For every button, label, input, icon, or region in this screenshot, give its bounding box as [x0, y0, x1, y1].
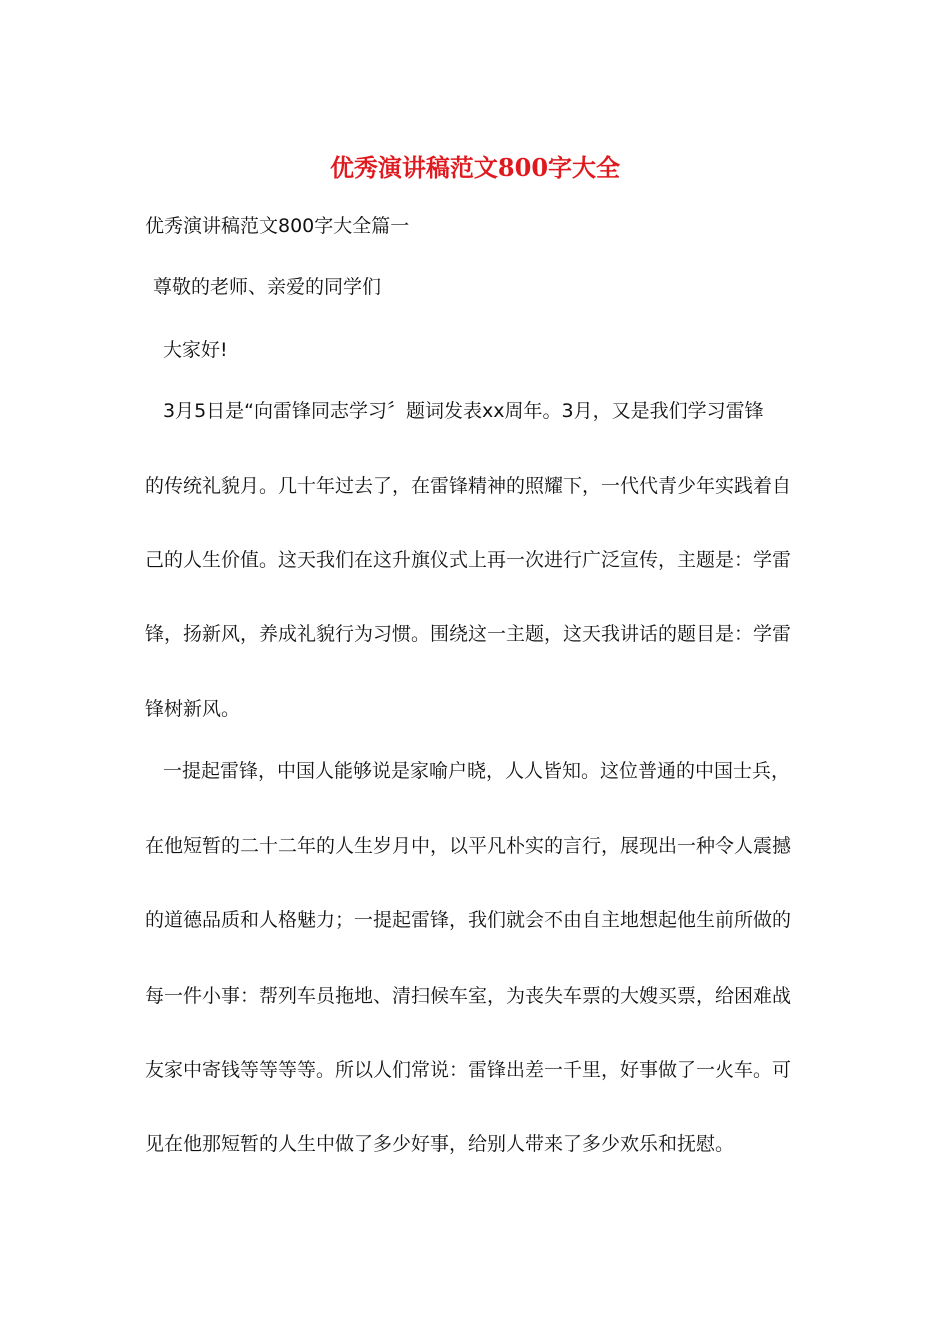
- paragraph2-line: 的道德品质和人格魅力；一提起雷锋，我们就会不由自主地想起他生前所做的: [145, 909, 792, 931]
- paragraph1-line: 的传统礼貌月。几十年过去了，在雷锋精神的照耀下，一代代青少年实践着自: [145, 475, 792, 497]
- salutation: 尊敬的老师、亲爱的同学们: [153, 276, 382, 298]
- paragraph1-line: 锋，扬新风，养成礼貌行为习惯。围绕这一主题，这天我讲话的题目是：学雷: [145, 623, 792, 645]
- paragraph2-line: 见在他那短暂的人生中做了多少好事，给别人带来了多少欢乐和抚慰。: [145, 1133, 735, 1155]
- section-heading: 优秀演讲稿范文800字大全篇一: [145, 215, 410, 237]
- paragraph1-line: 锋树新风。: [145, 698, 241, 720]
- paragraph2-line: 每一件小事：帮列车员拖地、清扫候车室，为丧失车票的大嫂买票，给困难战: [145, 985, 792, 1007]
- paragraph2-line: 一提起雷锋，中国人能够说是家喻户晓，人人皆知。这位普通的中国士兵，: [163, 760, 791, 782]
- paragraph1-line: 3月5日是“向雷锋同志学习〞题词发表xx周年。3月，又是我们学习雷锋: [163, 400, 764, 422]
- document-title: 优秀演讲稿范文800字大全: [329, 153, 621, 182]
- paragraph2-line: 友家中寄钱等等等等。所以人们常说：雷锋出差一千里，好事做了一火车。可: [145, 1059, 792, 1081]
- greeting: 大家好!: [163, 339, 228, 361]
- paragraph2-line: 在他短暂的二十二年的人生岁月中，以平凡朴实的言行，展现出一种令人震撼: [145, 835, 792, 857]
- paragraph1-line: 己的人生价值。这天我们在这升旗仪式上再一次进行广泛宣传，主题是：学雷: [145, 549, 792, 571]
